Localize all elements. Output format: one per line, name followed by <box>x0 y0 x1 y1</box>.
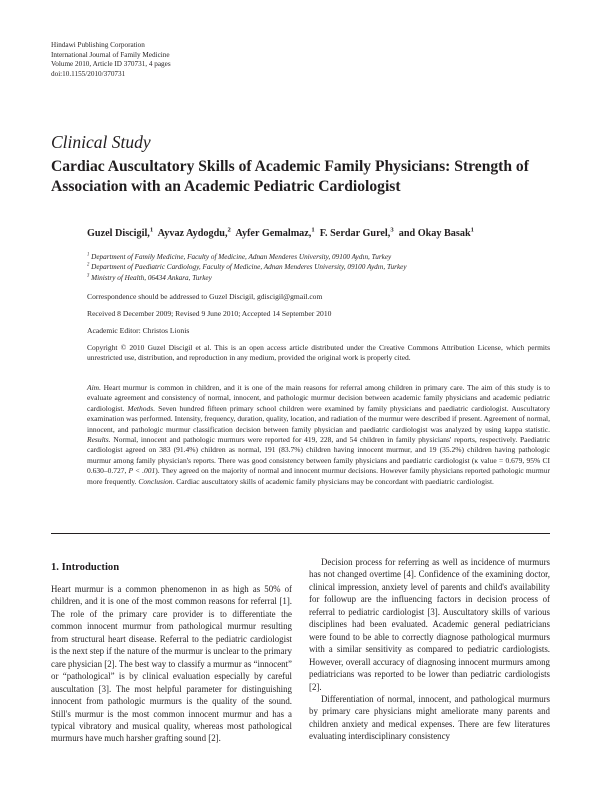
author-list: Guzel Discigil,$^1$ Ayvaz Aydogdu,$^2$ Ayfer Gemalmaz,$^1$ F. Serdar Gurel,$^3$ and Okay Basak$^1$ <box>87 226 474 239</box>
correspondence: Correspondence should be addressed to Guzel Discigil, gdiscigil@gmail.com <box>87 292 323 301</box>
copyright-notice: Copyright © 2010 Guzel Discigil et al. This is an open access article distributed under the Creative Commons Attribution License, which permits unrestricted use, distribution, and reproduction in any medium, provided the original work is properly cited. <box>87 343 550 363</box>
journal-name: International Journal of Family Medicine <box>51 50 170 59</box>
author: F. Serdar Gurel, <box>319 228 391 239</box>
author: Ayvaz Aydogdu, <box>157 228 228 239</box>
author: and Okay Basak <box>398 228 471 239</box>
paragraph: Differentiation of normal, innocent, and pathological murmurs by primary care physicians might ameliorate many parents and children anxiety and medical expenses. There are few literatures evaluating interdisciplinary consistency <box>309 693 550 742</box>
article-title: Cardiac Auscultatory Skills of Academic Family Physicians: Strength of Association with an Academic Pediatric Cardiologist <box>51 158 529 195</box>
paragraph: Heart murmur is a common phenomenon in as high as 50% of children, and it is one of the most common reasons for referral [1]. The role of the primary care provider is to differentiate the common innocent murmur from pathological murmur resulting from structural heart disease. Referral to the pediatric cardiologist is the next step if the nature of the murmur is unclear to the primary care physician [2]. The best way to classify a murmur as “innocent” or “pathological” is by clinical evaluation especially by careful auscultation [3]. The most helpful parameter for distinguishing innocent from pathologic murmurs is the quality of the sound. Still's murmur is the most common innocent murmur and has a typical vibratory and musical quality, whereas most pathological murmurs have much harsher grafting sound [2]. <box>51 584 292 744</box>
journal-header <box>51 41 171 79</box>
publisher: Hindawi Publishing Corporation <box>51 41 145 49</box>
doi: doi:10.1155/2010/370731 <box>51 69 126 78</box>
volume-info: Volume 2010, Article ID 370731, 4 pages <box>51 60 171 69</box>
article-type: Clinical Study <box>51 132 151 152</box>
section-heading-introduction: 1. Introduction <box>51 562 120 573</box>
academic-editor: Academic Editor: Christos Lionis <box>87 326 190 335</box>
affiliation: $^1$ Department of Family Medicine, Faculty of Medicine, Adnan Menderes University, 09100 Aydın, Turkey <box>87 252 392 261</box>
article-dates: Received 8 December 2009; Revised 9 June 2010; Accepted 14 September 2010 <box>87 309 332 318</box>
affiliation: $^3$ Ministry of Health, 06434 Ankara, Turkey <box>87 273 212 282</box>
author: Ayfer Gemalmaz, <box>235 228 312 239</box>
abstract: Aim. Heart murmur is common in children, and it is one of the main reasons for referral among children in primary care. The aim of this study is to evaluate agreement and consistency of normal, innocent, and pathologic murmur decision between academic family physicians and academic pediatric cardiologist. Methods. Seven hundred fifteen primary school children were examined by family physicians and paediatric cardiologist. Auscultatory examination was performed. Intensity, frequency, duration, quality, location, and radiation of the murmur were described if present. Agreement of normal, innocent, and pathologic murmur classification decision between family physician and paediatric cardiologist was analyzed by using kappa statistic. Results. Normal, innocent and pathologic murmurs were reported for 419, 228, and 54 children in family physicians' reports, respectively. Paediatric cardiologist agreed on 383 (91.4%) children as normal, 191 (83.7%) children having innocent murmur, and 19 (35.2%) children having pathologic murmur among family physician's reports. There was good consistency between family physicians and paediatric cardiologist (κ value = 0.679, 95% CI 0.630–0.727, P < .001). They agreed on the majority of normal and innocent murmur decisions. However family physicians reported pathologic murmur more frequently. Conclusion. Cardiac auscultatory skills of academic family physicians may be concordant with paediatric cardiologist. <box>87 383 550 486</box>
right-column <box>309 556 550 743</box>
affiliations <box>87 252 407 283</box>
affiliation: $^2$ Department of Paediatric Cardiology, Faculty of Medicine, Adnan Menderes University, 09100 Aydın, Turkey <box>87 263 407 272</box>
paragraph: Decision process for referring as well as incidence of murmurs has not changed overtime [4]. Confidence of the examining doctor, clinical impression, anxiety level of parents and child's availability for followup are the influencing factors in decision process of referral to pediatric cardiologist [3]. Auscultatory skills of various disciplines had been evaluated. Academic general pediatricians were found to be able to correctly diagnose pathological murmurs with a similar sensitivity as compared to pediatric cardiologists. However, overall accuracy of diagnosing innocent murmurs among pediatricians was reported to be lower than pediatric cardiologists [2]. <box>309 557 550 692</box>
author: Guzel Discigil, <box>87 228 150 239</box>
section-divider <box>51 533 550 534</box>
left-column <box>51 583 292 745</box>
